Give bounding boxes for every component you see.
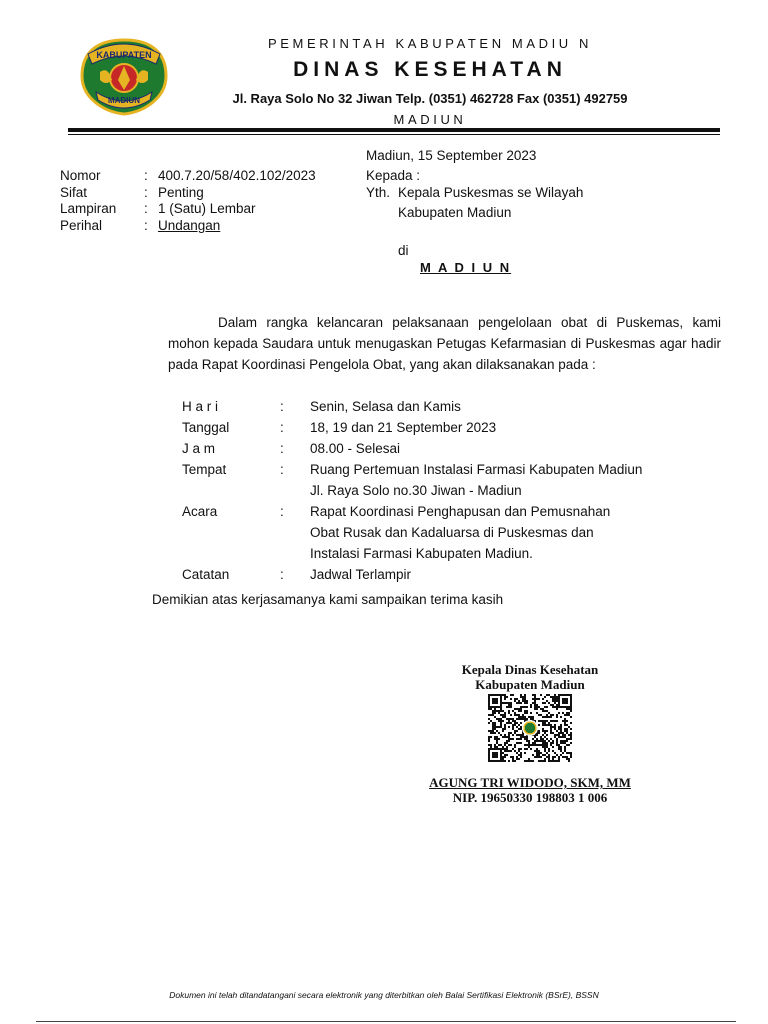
meta-row-lampiran [60, 201, 316, 218]
closing-sentence: Demikian atas kerjasamanya kami sampaikan terima kasih [152, 592, 504, 607]
recipient-yth-row [366, 185, 583, 200]
detail-row-jam [182, 438, 710, 459]
detail-label: Tempat [182, 462, 227, 477]
recipient-yth: Yth. [366, 185, 391, 200]
header-rule-thick [68, 128, 720, 132]
letter-date: Madiun, 15 September 2023 [366, 148, 537, 163]
detail-value [310, 501, 710, 564]
detail-value-line: Jl. Raya Solo no.30 Jiwan - Madiun [310, 483, 522, 498]
recipient-place: M A D I U N [420, 260, 512, 275]
letter-meta [60, 168, 316, 234]
meta-sep: : [144, 217, 148, 233]
signatory-name: AGUNG TRI WIDODO, SKM, MM [429, 775, 631, 790]
logo-text-bottom: MADIUN [108, 96, 140, 105]
detail-value: Jadwal Terlampir [310, 567, 412, 582]
meta-sep: : [144, 201, 148, 216]
detail-sep: : [280, 504, 284, 519]
detail-label: Catatan [182, 567, 230, 582]
meta-label: Perihal [60, 217, 103, 233]
recipient-line2: Kabupaten Madiun [398, 205, 512, 220]
signature-title-line2: Kabupaten Madiun [475, 676, 585, 692]
meta-sep: : [144, 168, 148, 183]
detail-sep: : [280, 462, 284, 477]
department-address: Jl. Raya Solo No 32 Jiwan Telp. (0351) 462728 Fax (0351) 492759 [232, 91, 628, 106]
detail-value-line: Obat Rusak dan Kadaluarsa di Puskesmas dan [310, 525, 594, 540]
recipient-di: di [398, 243, 409, 258]
detail-value-line: Ruang Pertemuan Instalasi Farmasi Kabupaten Madiun [310, 462, 643, 477]
detail-row-catatan [182, 564, 710, 585]
signatory-nip: NIP. 19650330 198803 1 006 [452, 790, 608, 805]
department-name: DINAS KESEHATAN [293, 58, 567, 81]
signature-qr-code [487, 693, 573, 763]
signature-title-line1: Kepala Dinas Kesehatan [461, 662, 599, 677]
detail-row-acara [182, 501, 710, 564]
meta-label: Nomor [60, 168, 101, 183]
body-paragraph [168, 312, 721, 375]
detail-sep: : [280, 441, 284, 456]
meta-value: Penting [158, 184, 204, 200]
signature-title [420, 663, 640, 692]
detail-sep: : [280, 420, 284, 435]
meta-label: Lampiran [60, 201, 117, 216]
body-paragraph-text: Dalam rangka kelancaran pelaksanaan pengelolaan obat di Puskemas, kami mohon kepada Saudara untuk menugaskan Petugas Kefarmasian di Puskesmas agar hadir pada Rapat Koordinasi Pengelola Obat, yang akan dilaksanakan pada : [168, 315, 721, 372]
qr-emblem-icon [524, 722, 536, 734]
detail-sep: : [280, 567, 284, 582]
detail-value [310, 459, 710, 501]
detail-label: Tanggal [182, 420, 230, 435]
meta-value-subject: Undangan [158, 217, 221, 233]
e-signature-note: Dokumen ini telah ditandatangani secara elektronik yang diterbitkan oleh Balai Sertifikasi Elektronik (BSrE), BSSN [169, 990, 599, 1000]
department-city: MADIUN [393, 112, 467, 127]
detail-value: 18, 19 dan 21 September 2023 [310, 420, 497, 435]
logo-text-top: KABUPATEN [96, 50, 152, 60]
meta-row-nomor [60, 168, 316, 185]
detail-value-line: Rapat Koordinasi Penghapusan dan Pemusnahan [310, 504, 611, 519]
meta-row-perihal [60, 218, 316, 235]
event-details [182, 396, 710, 585]
kabupaten-madiun-logo [78, 36, 170, 116]
meta-value: 1 (Satu) Lembar [158, 201, 256, 216]
header-rule-thin [68, 134, 720, 135]
detail-row-tanggal [182, 417, 710, 438]
footer-rule [36, 1021, 736, 1022]
detail-label: Acara [182, 504, 218, 519]
detail-label: H a r i [182, 399, 219, 414]
recipient-block [366, 168, 583, 220]
detail-label: J a m [182, 441, 216, 456]
meta-value: 400.7.20/58/402.102/2023 [158, 168, 316, 183]
meta-sep: : [144, 184, 148, 200]
recipient-line1: Kepala Puskesmas se Wilayah [398, 185, 584, 200]
detail-sep: : [280, 399, 284, 414]
detail-value: 08.00 - Selesai [310, 441, 401, 456]
detail-row-hari [182, 396, 710, 417]
government-name: PEMERINTAH KABUPATEN MADIU N [268, 36, 592, 51]
recipient-kepada: Kepada : [366, 168, 421, 183]
meta-label: Sifat [60, 184, 88, 200]
detail-row-tempat [182, 459, 710, 501]
detail-value-line: Instalasi Farmasi Kabupaten Madiun. [310, 546, 533, 561]
detail-value: Senin, Selasa dan Kamis [310, 399, 461, 414]
meta-row-sifat [60, 185, 316, 202]
